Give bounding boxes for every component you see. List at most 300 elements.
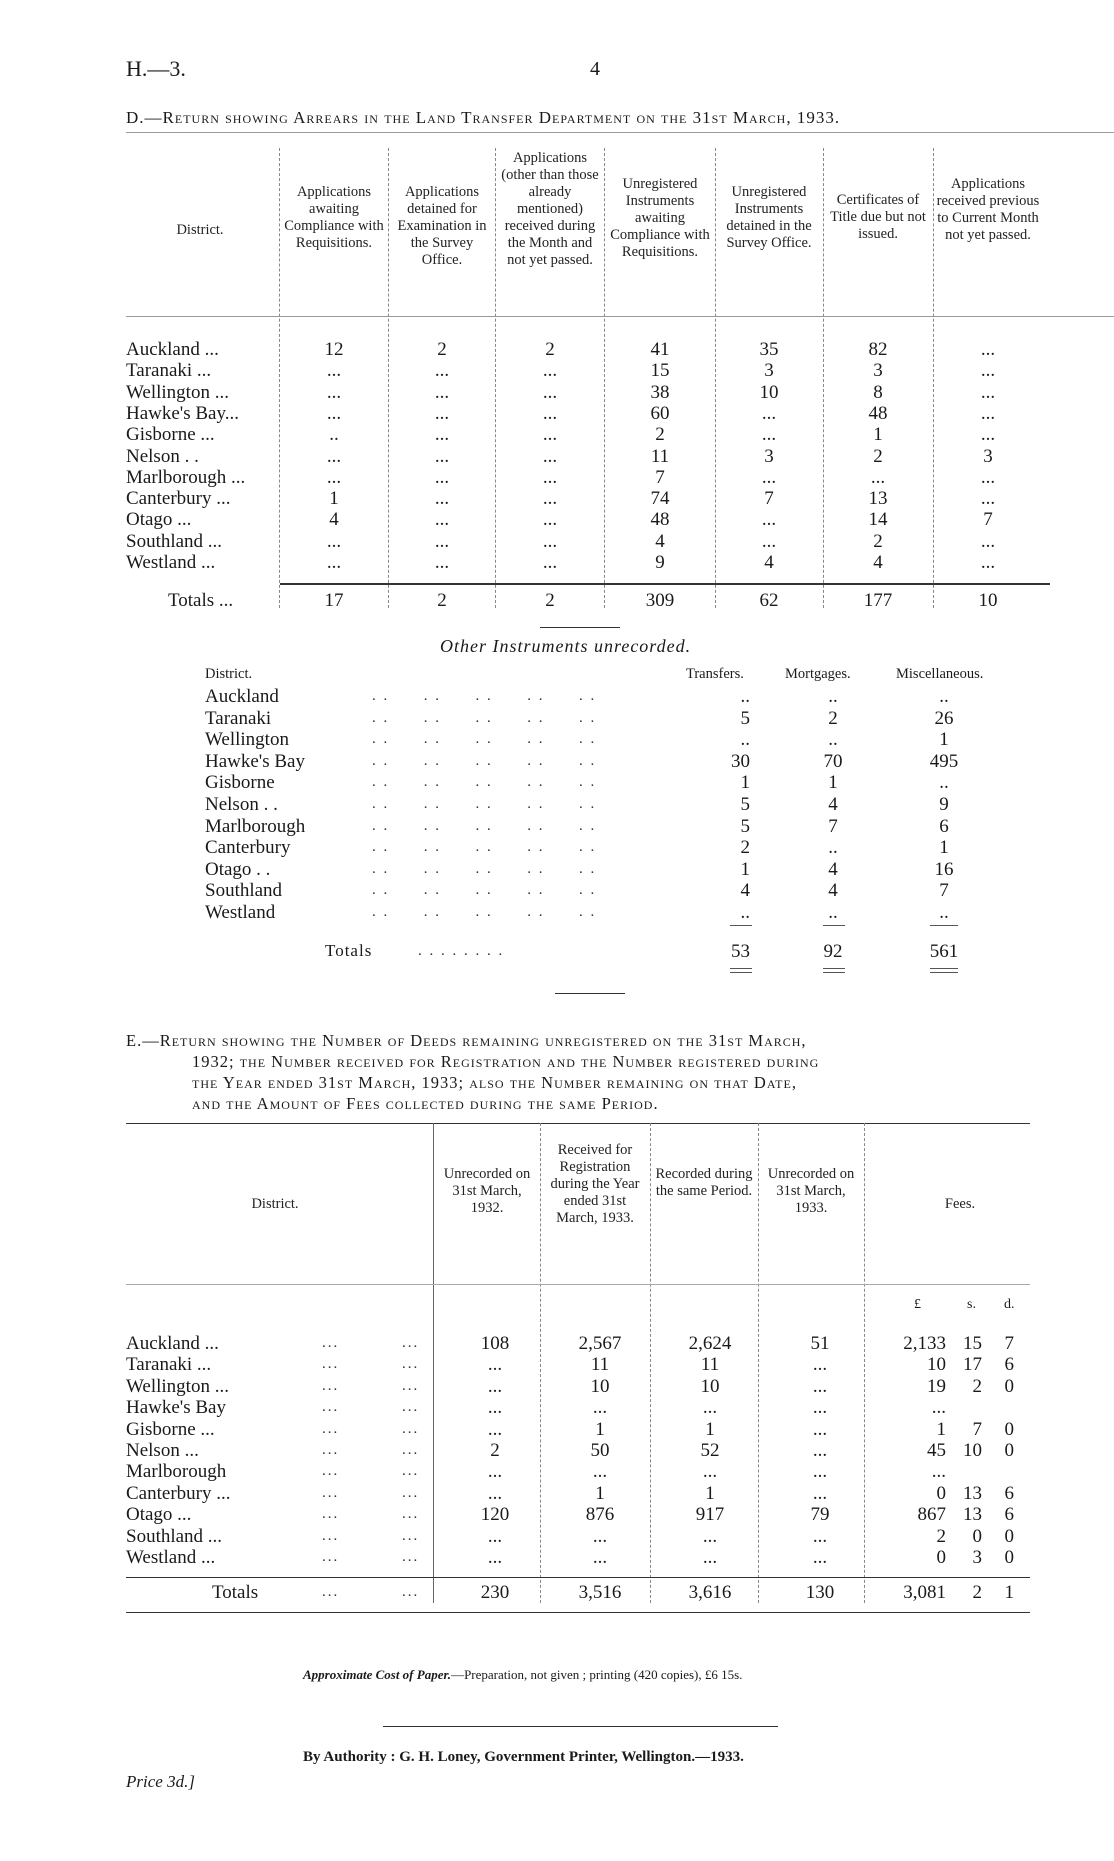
e-fees-shillings-cell: 15: [963, 1333, 982, 1354]
e-fees-shillings-cell: 13: [963, 1482, 982, 1504]
oi-transfers-cell: ..: [740, 729, 750, 751]
d-header-col7: Applications received previous to Current Month not yet passed.: [936, 176, 1040, 243]
d-value-cell: ...: [326, 445, 342, 467]
e-recorded-cell: 2,624: [688, 1333, 732, 1354]
e-leader-1: ...: [322, 1420, 340, 1437]
e-fees-pounds-cell: 867: [917, 1504, 946, 1526]
d-value-cell: ...: [434, 445, 450, 467]
d-value-cell: ...: [326, 360, 342, 382]
e-leader-2: ...: [402, 1549, 420, 1565]
e-unrecorded-1933-cell: ...: [812, 1440, 828, 1461]
e-fees-pence-cell: 0: [1004, 1418, 1014, 1440]
d-district-cell: Taranaki ...: [126, 360, 212, 382]
e-received-cell: 876: [585, 1504, 615, 1526]
e-totals-pence: 1: [1004, 1582, 1014, 1603]
e-fees-pence-cell: 7: [1004, 1333, 1014, 1354]
oi-leader-dots: . . . . . . . . . .: [372, 860, 597, 877]
d-value-cell: 82: [868, 339, 888, 360]
e-unrecorded-1932-cell: ...: [487, 1461, 503, 1483]
oi-totals-label: Totals: [325, 941, 373, 960]
d-value-cell: ...: [980, 530, 996, 552]
e-fees-shillings-cell: 10: [963, 1440, 982, 1461]
e-unrecorded-1933-cell: ...: [812, 1461, 828, 1483]
e-totals-col1: 230: [480, 1582, 510, 1603]
section-e-title-line-3: the Year ended 31st March, 1933; also the Number remaining on that Date,: [192, 1073, 797, 1092]
cost-of-paper-note: [303, 1667, 742, 1683]
d-value-cell: ...: [980, 381, 996, 403]
e-unrecorded-1933-cell: ...: [812, 1525, 828, 1547]
oi-district-cell: Marlborough: [205, 815, 306, 837]
d-value-cell: ...: [761, 424, 777, 446]
fees-unit-pence: d.: [1004, 1297, 1015, 1312]
oi-transfers-cell: 4: [740, 880, 750, 902]
e-unrecorded-1932-cell: ...: [487, 1354, 503, 1376]
e-leader-2: ...: [402, 1356, 420, 1373]
d-value-cell: 2: [545, 339, 555, 360]
e-unrecorded-1933-cell: ...: [812, 1354, 828, 1376]
d-value-cell: ...: [980, 360, 996, 382]
e-leader-1: ...: [322, 1399, 340, 1416]
e-table-row: [0, 1440, 1114, 1461]
d-value-cell: ...: [980, 339, 996, 360]
section-d-title: D.—Return showing Arrears in the Land Transfer Department on the 31st March, 1933.: [126, 108, 841, 127]
e-header-fees: Fees.: [944, 1196, 976, 1212]
d-totals-col4: 309: [645, 590, 675, 611]
e-leader-1: ...: [322, 1527, 340, 1544]
oi-district-cell: Gisborne: [205, 772, 275, 794]
e-recorded-cell: 11: [700, 1354, 720, 1376]
oi-table-row: [0, 751, 1114, 772]
oi-leader-dots: . . . . . . . . . .: [372, 904, 597, 920]
d-value-cell: 1: [873, 424, 883, 446]
d-district-cell: Marlborough ...: [126, 466, 246, 488]
oi-misc-cell: 7: [939, 880, 949, 902]
oi-misc-cell: ..: [939, 686, 949, 707]
d-value-cell: ...: [542, 360, 558, 382]
e-table-row: [0, 1483, 1114, 1504]
e-totals-leader-1: ...: [322, 1584, 340, 1600]
oi-district-cell: Otago . .: [205, 858, 271, 880]
e-header-col2: Received for Registration during the Year ended 31st March, 1933.: [550, 1142, 640, 1226]
d-value-cell: ...: [434, 530, 450, 552]
e-district-cell: Gisborne ...: [126, 1418, 215, 1440]
d-district-cell: Wellington ...: [126, 381, 229, 403]
oi-leader-dots: . . . . . . . . . .: [372, 752, 597, 769]
e-header-col3: Recorded during the same Period.: [655, 1166, 753, 1199]
d-value-cell: ...: [761, 402, 777, 424]
d-totals-label: Totals ...: [168, 590, 234, 611]
d-value-cell: 7: [764, 488, 774, 510]
d-value-cell: ...: [542, 466, 558, 488]
d-value-cell: 2: [873, 530, 883, 552]
d-value-cell: 7: [655, 466, 665, 488]
d-value-cell: ...: [434, 424, 450, 446]
e-recorded-cell: 10: [700, 1375, 720, 1397]
e-unrecorded-1932-cell: 108: [480, 1333, 510, 1354]
d-table-row: [0, 467, 1114, 488]
e-table-row: [0, 1333, 1114, 1354]
d-value-cell: 2: [437, 339, 447, 360]
e-fees-pounds-cell: 0: [936, 1547, 946, 1568]
e-unrecorded-1932-cell: ...: [487, 1525, 503, 1547]
e-leader-1: ...: [322, 1335, 340, 1351]
page-number: 4: [590, 58, 600, 80]
e-header-col1: Unrecorded on 31st March, 1932.: [443, 1166, 531, 1216]
e-unrecorded-1932-cell: ...: [487, 1418, 503, 1440]
d-value-cell: ...: [434, 360, 450, 382]
d-value-cell: ...: [326, 466, 342, 488]
d-value-cell: ...: [870, 466, 886, 488]
e-leader-2: ...: [402, 1420, 420, 1437]
d-value-cell: 60: [650, 402, 670, 424]
e-fees-shillings-cell: 13: [963, 1504, 982, 1526]
e-totals-label: Totals: [212, 1582, 259, 1603]
d-value-cell: 12: [324, 339, 344, 360]
e-fees-pounds-cell: 1: [936, 1418, 946, 1440]
oi-header-transfers: Transfers.: [686, 666, 744, 682]
section-e-title-line-4: and the Amount of Fees collected during the same Period.: [192, 1094, 659, 1113]
e-totals-shillings: 2: [972, 1582, 982, 1603]
section-e-title-line-2: 1932; the Number received for Registration and the Number registered during: [192, 1052, 820, 1071]
d-table-row: [0, 382, 1114, 403]
oi-misc-cell: 26: [934, 707, 954, 729]
d-totals-col6: 177: [863, 590, 893, 611]
e-received-cell: 50: [590, 1440, 610, 1461]
d-totals-col3: 2: [545, 590, 555, 611]
oi-misc-cell: ..: [939, 902, 949, 923]
oi-misc-cell: 9: [939, 794, 949, 815]
e-table-row: [0, 1504, 1114, 1525]
oi-totals-leaders: . . . . . . . .: [418, 943, 505, 959]
e-fees-shillings-cell: 7: [972, 1418, 982, 1440]
d-value-cell: ...: [980, 552, 996, 573]
e-fees-pounds-cell: 45: [927, 1440, 946, 1461]
d-value-cell: 4: [655, 530, 665, 552]
e-fees-pence-cell: 0: [1004, 1375, 1014, 1397]
e-totals-col2: 3,516: [578, 1582, 622, 1603]
e-unrecorded-1932-cell: ...: [487, 1397, 503, 1419]
d-value-cell: ...: [434, 488, 450, 510]
d-value-cell: 7: [983, 509, 993, 531]
oi-table-row: [0, 859, 1114, 880]
d-value-cell: ...: [542, 424, 558, 446]
e-leader-2: ...: [402, 1377, 420, 1394]
d-header-col6: Certificates of Title due but not issued.: [830, 192, 926, 242]
d-value-cell: ...: [980, 424, 996, 446]
d-value-cell: ...: [980, 466, 996, 488]
e-header-district: District.: [251, 1196, 299, 1212]
oi-misc-cell: 16: [934, 858, 954, 880]
oi-district-cell: Hawke's Bay: [205, 750, 305, 772]
e-received-cell: ...: [592, 1461, 608, 1483]
d-table-row: [0, 360, 1114, 381]
e-unrecorded-1933-cell: ...: [812, 1547, 828, 1568]
fees-unit-pounds: £: [914, 1297, 921, 1312]
e-totals-leader-2: ...: [402, 1584, 420, 1600]
oi-mortgages-cell: ..: [828, 686, 838, 707]
d-totals-col1: 17: [324, 590, 344, 611]
d-district-cell: Southland ...: [126, 530, 223, 552]
section-e-title-line-1: E.—Return showing the Number of Deeds remaining unregistered on the 31st March,: [126, 1031, 807, 1050]
e-table-row: [0, 1397, 1114, 1418]
e-fees-shillings-cell: 2: [972, 1375, 982, 1397]
d-totals-col5: 62: [759, 590, 779, 611]
d-value-cell: 74: [650, 488, 670, 510]
e-fees-shillings-cell: 3: [972, 1547, 982, 1568]
d-value-cell: 9: [655, 552, 665, 573]
e-district-cell: Canterbury ...: [126, 1482, 231, 1504]
oi-district-cell: Southland: [205, 880, 283, 902]
oi-table-row: [0, 772, 1114, 793]
e-unrecorded-1932-cell: ...: [487, 1482, 503, 1504]
d-value-cell: ...: [542, 509, 558, 531]
e-leader-2: ...: [402, 1527, 420, 1544]
e-fees-pence-cell: 6: [1004, 1482, 1014, 1504]
e-leader-1: ...: [322, 1442, 340, 1458]
oi-misc-cell: 6: [939, 815, 949, 837]
oi-table-row: [0, 794, 1114, 815]
oi-district-cell: Taranaki: [205, 707, 272, 729]
e-leader-1: ...: [322, 1549, 340, 1565]
oi-mortgages-cell: 1: [828, 772, 838, 794]
e-unrecorded-1933-cell: ...: [812, 1482, 828, 1504]
oi-transfers-cell: ..: [740, 902, 750, 923]
oi-transfers-cell: 5: [740, 815, 750, 837]
oi-district-cell: Wellington: [205, 729, 289, 751]
e-received-cell: 2,567: [578, 1333, 622, 1354]
d-value-cell: ...: [542, 445, 558, 467]
d-value-cell: ...: [542, 381, 558, 403]
d-value-cell: ...: [761, 466, 777, 488]
oi-header-mortgages: Mortgages.: [785, 666, 851, 682]
d-value-cell: ...: [326, 381, 342, 403]
e-totals-col3: 3,616: [688, 1582, 732, 1603]
e-leader-1: ...: [322, 1356, 340, 1373]
d-value-cell: ...: [542, 402, 558, 424]
oi-misc-cell: 495: [929, 750, 959, 772]
e-fees-pence-cell: 6: [1004, 1504, 1014, 1526]
d-value-cell: ...: [542, 530, 558, 552]
d-district-cell: Canterbury ...: [126, 488, 231, 510]
oi-table-row: [0, 902, 1114, 923]
e-leader-2: ...: [402, 1506, 420, 1523]
d-value-cell: ...: [761, 509, 777, 531]
e-leader-1: ...: [322, 1484, 340, 1501]
oi-mortgages-cell: ..: [828, 902, 838, 923]
e-recorded-cell: ...: [702, 1461, 718, 1483]
oi-table-row: [0, 837, 1114, 858]
d-value-cell: ...: [326, 552, 342, 573]
e-recorded-cell: 1: [705, 1418, 715, 1440]
oi-district-cell: Auckland: [205, 686, 279, 707]
d-district-cell: Gisborne ...: [126, 424, 215, 446]
e-district-cell: Auckland ...: [126, 1333, 219, 1354]
e-leader-1: ...: [322, 1506, 340, 1523]
e-unrecorded-1933-cell: 51: [810, 1333, 830, 1354]
d-value-cell: 4: [873, 552, 883, 573]
d-table-row: [0, 403, 1114, 424]
d-value-cell: 48: [650, 509, 670, 531]
oi-mortgages-cell: 4: [828, 858, 838, 880]
oi-leader-dots: . . . . . . . . . .: [372, 796, 597, 812]
e-leader-1: ...: [322, 1463, 340, 1480]
d-value-cell: ...: [434, 402, 450, 424]
e-received-cell: 10: [590, 1375, 610, 1397]
e-unrecorded-1932-cell: ...: [487, 1375, 503, 1397]
e-table-row: [0, 1526, 1114, 1547]
d-value-cell: 4: [764, 552, 774, 573]
e-fees-pence-cell: 0: [1004, 1547, 1014, 1568]
e-fees-pounds-cell: 10: [927, 1354, 946, 1376]
oi-leader-dots: . . . . . . . . . .: [372, 709, 597, 726]
oi-mortgages-cell: ..: [828, 729, 838, 751]
price-label: Price 3d.]: [126, 1772, 195, 1791]
e-district-cell: Taranaki ...: [126, 1354, 212, 1376]
e-district-cell: Wellington ...: [126, 1375, 229, 1397]
oi-table-row: [0, 880, 1114, 901]
d-value-cell: 38: [650, 381, 670, 403]
oi-mortgages-cell: 7: [828, 815, 838, 837]
oi-table-row: [0, 729, 1114, 750]
oi-transfers-cell: ..: [740, 686, 750, 707]
d-value-cell: 4: [329, 509, 339, 531]
d-value-cell: ...: [980, 488, 996, 510]
e-totals-pounds: 3,081: [903, 1582, 946, 1603]
oi-district-cell: Canterbury: [205, 837, 291, 859]
e-fees-pounds-cell: ...: [931, 1461, 946, 1483]
d-value-cell: 2: [655, 424, 665, 446]
e-totals-row: [0, 1582, 1114, 1603]
d-table-row: [0, 488, 1114, 509]
oi-misc-cell: 1: [939, 837, 949, 859]
d-value-cell: 35: [759, 339, 779, 360]
oi-leader-dots: . . . . . . . . . .: [372, 774, 597, 791]
d-value-cell: 48: [868, 402, 888, 424]
e-fees-shillings-cell: 17: [963, 1354, 982, 1376]
d-header-col2: Applications detained for Examination in the Survey Office.: [397, 184, 487, 268]
e-unrecorded-1932-cell: ...: [487, 1547, 503, 1568]
oi-mortgages-cell: 4: [828, 880, 838, 902]
e-received-cell: 1: [595, 1482, 605, 1504]
d-value-cell: 10: [759, 381, 779, 403]
e-unrecorded-1932-cell: 2: [490, 1440, 500, 1461]
d-table-row: [0, 424, 1114, 445]
e-district-cell: Marlborough: [126, 1461, 227, 1483]
cost-of-paper-text: —Preparation, not given ; printing (420 copies), £6 15s.: [451, 1667, 743, 1682]
d-value-cell: ...: [326, 402, 342, 424]
e-fees-pence-cell: 0: [1004, 1525, 1014, 1547]
d-header-col5: Unregistered Instruments detained in the Survey Office.: [726, 184, 812, 251]
page-code: H.—3.: [126, 56, 186, 81]
d-value-cell: 3: [764, 445, 774, 467]
d-value-cell: 41: [650, 339, 670, 360]
oi-mortgages-cell: 2: [828, 707, 838, 729]
e-leader-2: ...: [402, 1399, 420, 1416]
oi-table-row: [0, 816, 1114, 837]
d-value-cell: 11: [650, 445, 670, 467]
e-recorded-cell: 917: [695, 1504, 725, 1526]
d-value-cell: 1: [329, 488, 339, 510]
e-table-row: [0, 1547, 1114, 1568]
oi-misc-cell: 1: [939, 729, 949, 751]
cost-of-paper-label: Approximate Cost of Paper.: [303, 1667, 452, 1682]
d-district-cell: Otago ...: [126, 509, 192, 531]
oi-transfers-cell: 30: [731, 750, 750, 772]
oi-header-misc: Miscellaneous.: [896, 666, 984, 682]
d-value-cell: 8: [873, 381, 883, 403]
d-district-cell: Hawke's Bay...: [126, 402, 239, 424]
e-table-row: [0, 1461, 1114, 1482]
d-value-cell: 3: [983, 445, 993, 467]
oi-mortgages-cell: 4: [828, 794, 838, 815]
d-table-row: [0, 509, 1114, 530]
d-value-cell: ...: [434, 381, 450, 403]
oi-leader-dots: . . . . . . . . . .: [372, 882, 597, 899]
e-fees-pence-cell: 6: [1004, 1354, 1014, 1376]
d-value-cell: 15: [650, 360, 670, 382]
e-district-cell: Westland ...: [126, 1547, 216, 1568]
oi-transfers-cell: 2: [740, 837, 750, 859]
oi-totals-misc: 561: [929, 941, 959, 962]
oi-table-row: [0, 686, 1114, 707]
oi-mortgages-cell: ..: [828, 837, 838, 859]
oi-leader-dots: . . . . . . . . . .: [372, 839, 597, 856]
e-district-cell: Hawke's Bay: [126, 1397, 226, 1419]
oi-district-cell: Westland: [205, 902, 276, 923]
e-received-cell: 11: [590, 1354, 610, 1376]
e-recorded-cell: 1: [705, 1482, 715, 1504]
oi-totals-mortgages: 92: [823, 941, 843, 962]
d-value-cell: ...: [434, 509, 450, 531]
d-value-cell: ...: [761, 530, 777, 552]
d-value-cell: 13: [868, 488, 888, 510]
e-district-cell: Southland ...: [126, 1525, 223, 1547]
d-table-row: [0, 552, 1114, 573]
oi-table-row: [0, 708, 1114, 729]
e-unrecorded-1933-cell: ...: [812, 1397, 828, 1419]
d-value-cell: ...: [980, 402, 996, 424]
d-district-cell: Nelson . .: [126, 445, 199, 467]
e-fees-shillings-cell: 0: [972, 1525, 982, 1547]
e-leader-1: ...: [322, 1377, 340, 1394]
oi-totals-row: [0, 941, 1114, 962]
e-table-row: [0, 1354, 1114, 1375]
e-unrecorded-1933-cell: ...: [812, 1418, 828, 1440]
e-fees-pounds-cell: 0: [936, 1482, 946, 1504]
other-instruments-title: Other Instruments unrecorded.: [440, 636, 692, 656]
d-totals-col2: 2: [437, 590, 447, 611]
e-unrecorded-1932-cell: 120: [480, 1504, 510, 1526]
oi-header-district: District.: [205, 666, 253, 682]
d-value-cell: ...: [326, 530, 342, 552]
e-table-row: [0, 1376, 1114, 1397]
e-totals-col4: 130: [805, 1582, 835, 1603]
e-leader-2: ...: [402, 1442, 420, 1458]
d-value-cell: ..: [329, 424, 339, 446]
d-header-col4: Unregistered Instruments awaiting Compliance with Requisitions.: [610, 176, 710, 260]
e-leader-2: ...: [402, 1335, 420, 1351]
d-table-row: [0, 531, 1114, 552]
d-district-cell: Westland ...: [126, 552, 216, 573]
d-district-cell: Auckland ...: [126, 339, 219, 360]
e-table-row: [0, 1419, 1114, 1440]
d-value-cell: 3: [873, 360, 883, 382]
e-unrecorded-1933-cell: 79: [810, 1504, 830, 1526]
d-table-row: [0, 339, 1114, 360]
d-value-cell: ...: [434, 552, 450, 573]
d-value-cell: ...: [542, 488, 558, 510]
e-received-cell: 1: [595, 1418, 605, 1440]
